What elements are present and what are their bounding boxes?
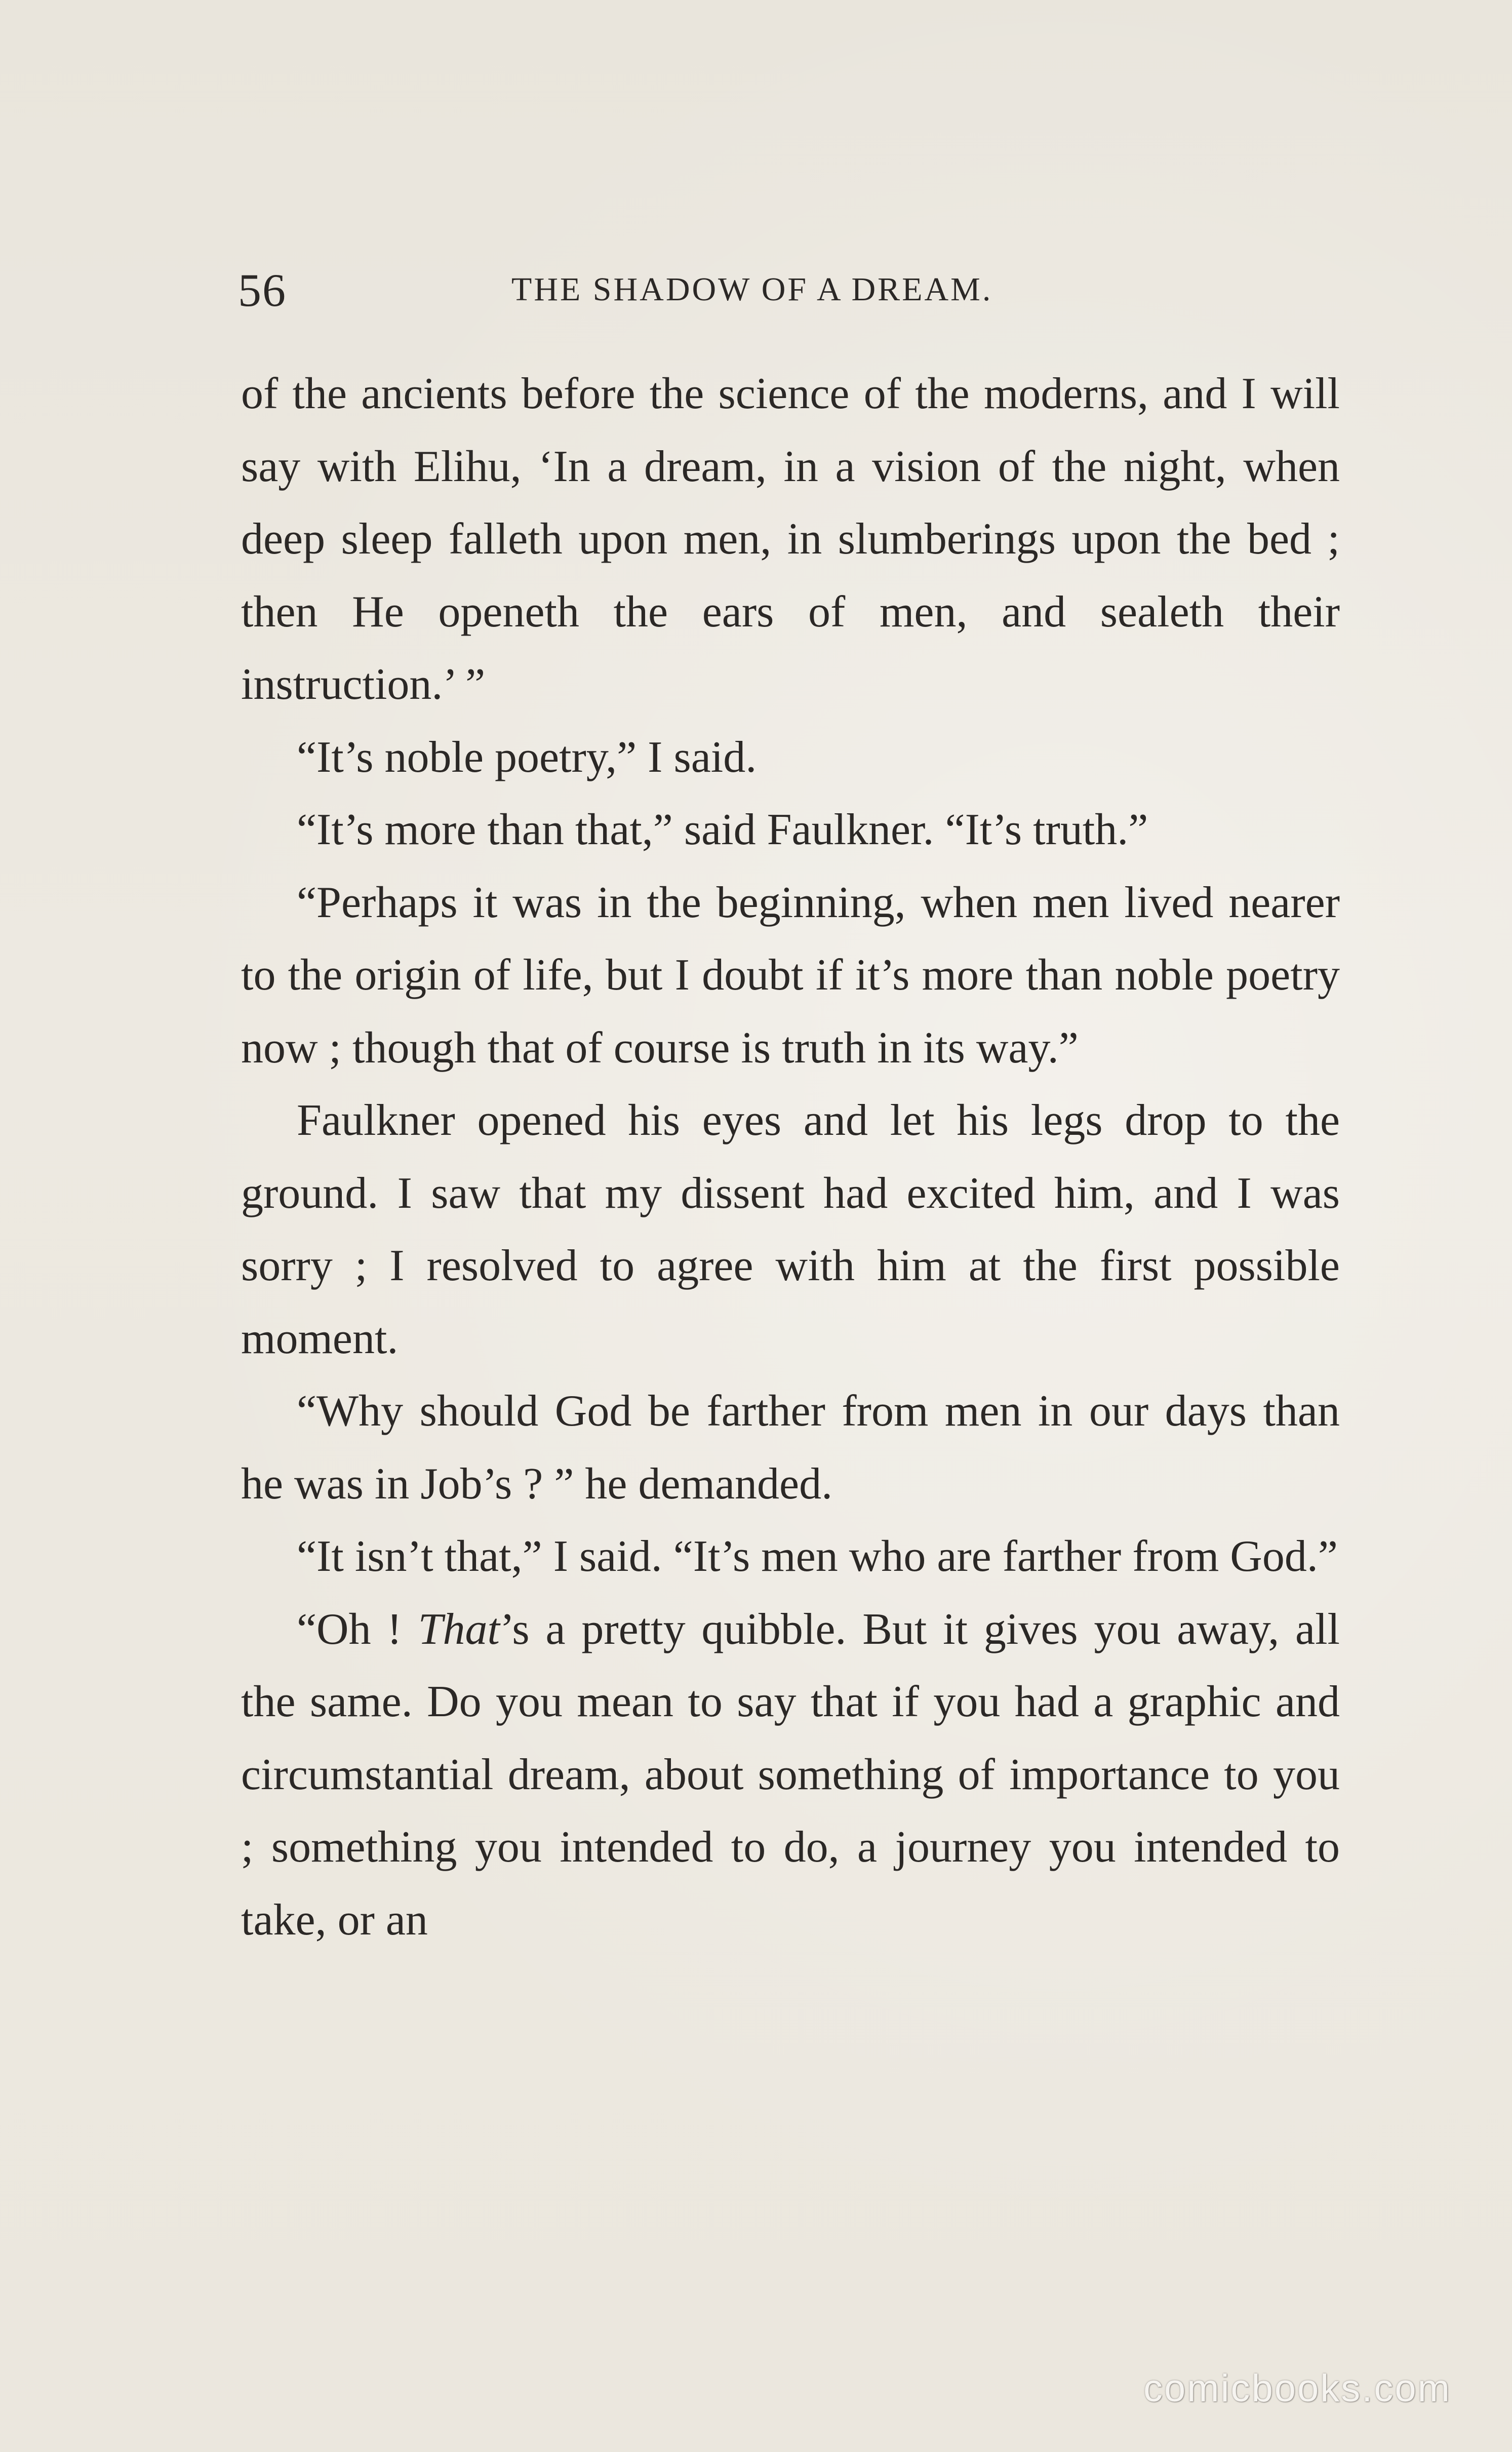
paragraph: “Perhaps it was in the beginning, when men lived nearer to the origin of life, but I doubt if it’s more than noble poetry now ; though that of course is truth in its way.”: [241, 878, 1340, 1073]
paragraph-last: [241, 1593, 1340, 1957]
page-header: [238, 263, 1362, 324]
body-text: [241, 358, 1340, 1956]
paragraph: “Why should God be farther from men in our days than he was in Job’s ? ” he demanded.: [241, 1387, 1340, 1509]
paragraph: “It’s more than that,” said Faulkner. “It’s truth.”: [297, 805, 1148, 854]
paragraph: of the ancients before the science of the moderns, and I will say with Elihu, ‘In a dream, in a vision of the night, when deep sleep falleth upon men, in slumberings upon the bed ; then He openeth the ears of men, and sealeth their instruction.’ ”: [241, 369, 1340, 709]
page-number: 56: [238, 264, 287, 316]
paragraph: Faulkner opened his eyes and let his legs drop to the ground. I saw that my dissent had excited him, and I was sorry ; I resolved to agree with him at the first possible moment.: [241, 1096, 1340, 1363]
paragraph: “It isn’t that,” I said. “It’s men who are farther from God.”: [297, 1532, 1338, 1581]
paragraph-text: ’s a pretty quibble. But it gives you away, all the same. Do you mean to say that if you had a graphic and circumstantial dream, about something of importance to you ; something you intended to do, a journey you intended to take, or an: [241, 1604, 1340, 1945]
watermark: comicbooks.com: [1143, 2367, 1451, 2410]
running-title: THE SHADOW OF A DREAM.: [511, 271, 993, 308]
paragraph: “It’s noble poetry,” I said.: [297, 732, 757, 782]
paragraph-text: “Oh !: [297, 1604, 418, 1654]
emphasized-word: That: [418, 1604, 500, 1654]
